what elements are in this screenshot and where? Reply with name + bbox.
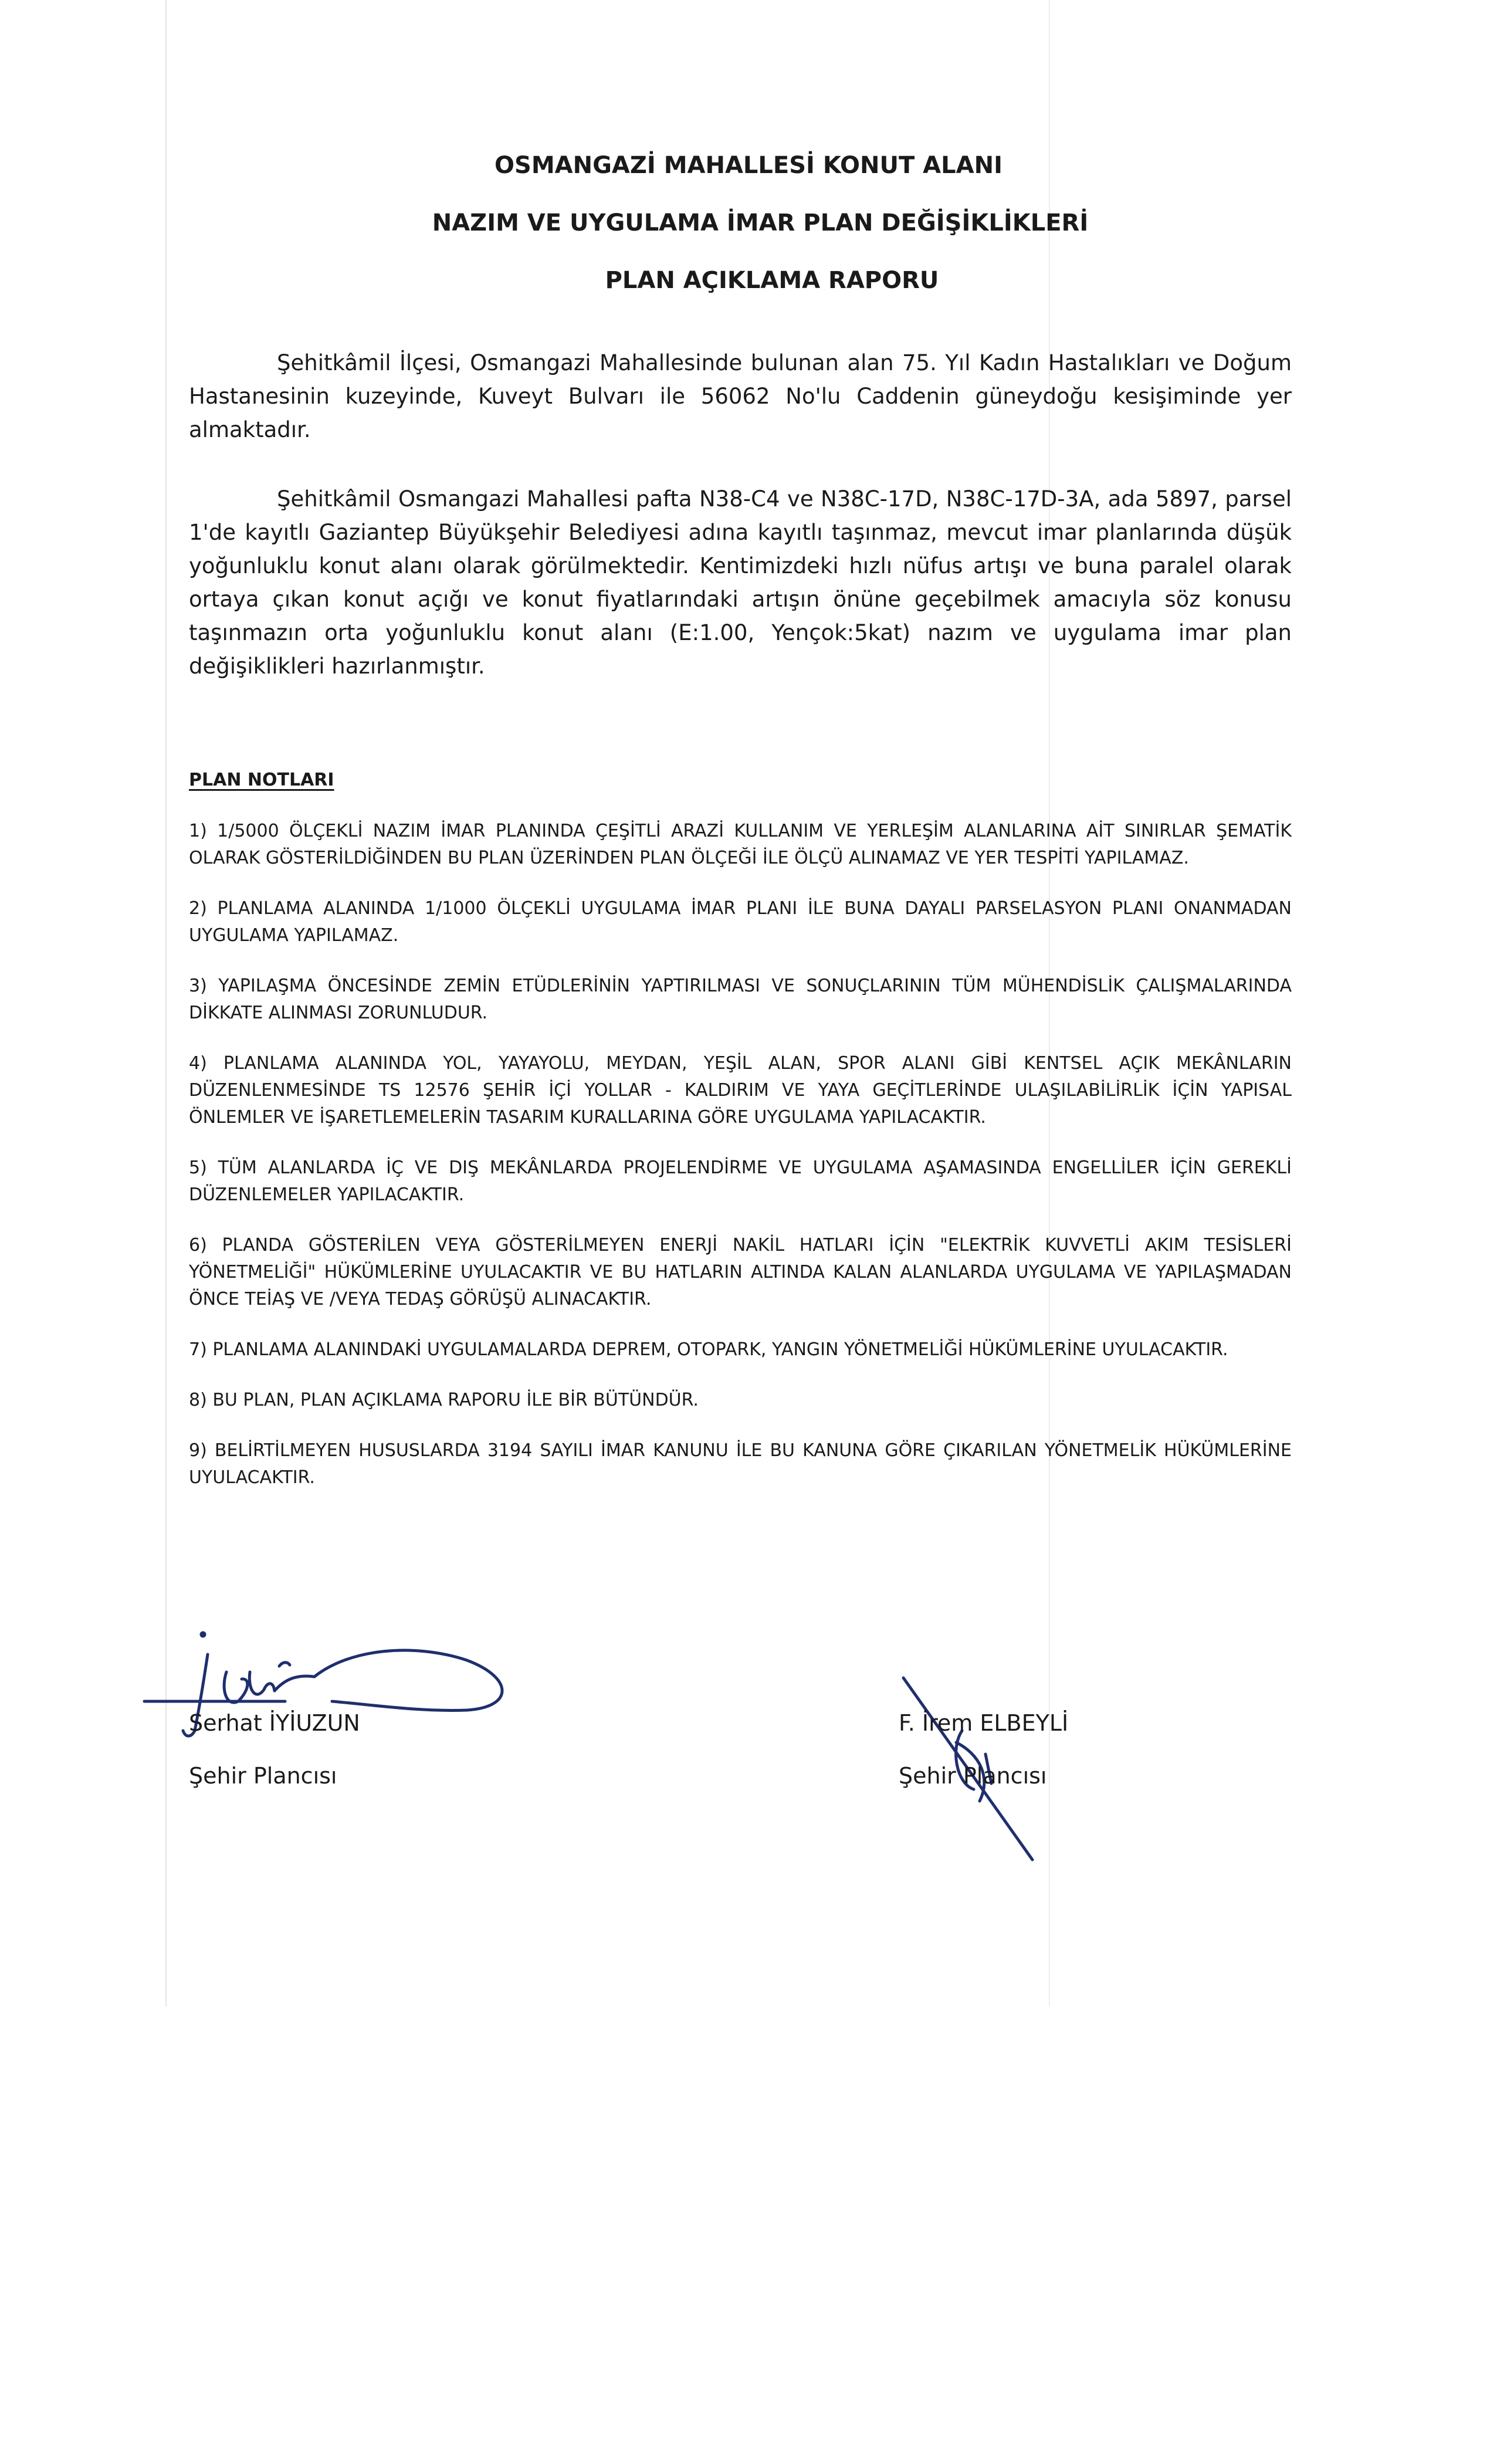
plan-notes-heading: PLAN NOTLARI	[189, 770, 334, 790]
plan-note: 6) PLANDA GÖSTERİLEN VEYA GÖSTERİLMEYEN ENERJİ NAKİL HATLARI İÇİN "ELEKTRİK KUVVETLİ AKIM TESİSLERİ YÖNETMELİĞİ" HÜKÜMLERİNE UYULACAKTIR VE BU HATLARIN ALTINDA KALAN ALANLARDA UYGULAMA VE YAPILAŞMADAN ÖNCE TEİAŞ VE /VEYA TEDAŞ GÖRÜŞÜ ALINACAKTIR.	[189, 1235, 1292, 1309]
paragraph-location	[189, 346, 1292, 446]
plan-note: 7) PLANLAMA ALANINDAKİ UYGULAMALARDA DEPREM, OTOPARK, YANGIN YÖNETMELİĞİ HÜKÜMLERİNE UYULACAKTIR.	[189, 1339, 1228, 1360]
title-line-2: NAZIM VE UYGULAMA İMAR PLAN DEĞİŞİKLİKLERİ	[432, 209, 1089, 236]
paragraph-text: Şehitkâmil İlçesi, Osmangazi Mahallesinde bulunan alan 75. Yıl Kadın Hastalıkları ve Doğum Hastanesinin kuzeyinde, Kuveyt Bulvarı ile 56062 No'lu Caddenin güneydoğu kesişiminde yer almaktadır.	[189, 350, 1292, 442]
plan-note: 3) YAPILAŞMA ÖNCESİNDE ZEMİN ETÜDLERİNİN YAPTIRILMASI VE SONUÇLARININ TÜM MÜHENDİSLİK ÇALIŞMALARINDA DİKKATE ALINMASI ZORUNLUDUR.	[189, 976, 1292, 1023]
paragraph-description	[189, 482, 1292, 683]
plan-note: 8) BU PLAN, PLAN AÇIKLAMA RAPORU İLE BİR BÜTÜNDÜR.	[189, 1390, 699, 1410]
signatory-name: Serhat İYİUZUN	[189, 1710, 360, 1736]
plan-note: 9) BELİRTİLMEYEN HUSUSLARDA 3194 SAYILI İMAR KANUNU İLE BU KANUNA GÖRE ÇIKARILAN YÖNETMELİK HÜKÜMLERİNE UYULACAKTIR.	[189, 1440, 1292, 1488]
signatory-left	[189, 1710, 360, 1789]
signatory-name: F. İrem ELBEYLİ	[899, 1710, 1069, 1736]
plan-note: 2) PLANLAMA ALANINDA 1/1000 ÖLÇEKLİ UYGULAMA İMAR PLANI İLE BUNA DAYALI PARSELASYON PLANI ONANMADAN UYGULAMA YAPILAMAZ.	[189, 898, 1292, 946]
signatory-right	[899, 1710, 1068, 1789]
title-line-3: PLAN AÇIKLAMA RAPORU	[605, 267, 939, 294]
document-titles	[0, 151, 1497, 324]
paragraph-text: Şehitkâmil Osmangazi Mahallesi pafta N38-C4 ve N38C-17D, N38C-17D-3A, ada 5897, parsel 1'de kayıtlı Gaziantep Büyükşehir Belediyesi adına kayıtlı taşınmaz, mevcut imar planlarında düşük yoğunluklu konut alanı olarak görülmektedir. Kentimizdeki hızlı nüfus artışı ve buna paralel olarak ortaya çıkan konut açığı ve konut fiyatlarındaki artışın önüne geçebilmek amacıyla söz konusu taşınmazın orta yoğunluklu konut alanı (E:1.00, Yençok:5kat) nazım ve uygulama imar plan değişiklikleri hazırlanmıştır.	[189, 486, 1292, 679]
plan-notes-list	[189, 818, 1292, 1515]
signatory-role: Şehir Plancısı	[899, 1763, 1047, 1789]
title-line-1: OSMANGAZİ MAHALLESİ KONUT ALANI	[495, 152, 1002, 179]
signatory-role: Şehir Plancısı	[189, 1763, 337, 1789]
plan-note: 4) PLANLAMA ALANINDA YOL, YAYAYOLU, MEYDAN, YEŞİL ALAN, SPOR ALANI GİBİ KENTSEL AÇIK MEKÂNLARIN DÜZENLENMESİNDE TS 12576 ŞEHİR İÇİ YOLLAR - KALDIRIM VE YAYA GEÇİTLERİNDE ULAŞILABİLİRLİK İÇİN YAPISAL ÖNLEMLER VE İŞARETLEMELERİN TASARIM KURALLARINA GÖRE UYGULAMA YAPILACAKTIR.	[189, 1053, 1292, 1128]
plan-note: 5) TÜM ALANLARDA İÇ VE DIŞ MEKÂNLARDA PROJELENDİRME VE UYGULAMA AŞAMASINDA ENGELLİLER İÇİN GEREKLİ DÜZENLEMELER YAPILACAKTIR.	[189, 1157, 1292, 1205]
plan-note: 1) 1/5000 ÖLÇEKLİ NAZIM İMAR PLANINDA ÇEŞİTLİ ARAZİ KULLANIM VE YERLEŞİM ALANLARINA AİT SINIRLAR ŞEMATİK OLARAK GÖSTERİLDİĞİNDEN BU PLAN ÜZERİNDEN PLAN ÖLÇEĞİ İLE ÖLÇÜ ALINAMAZ VE YER TESPİTİ YAPILAMAZ.	[189, 821, 1292, 868]
